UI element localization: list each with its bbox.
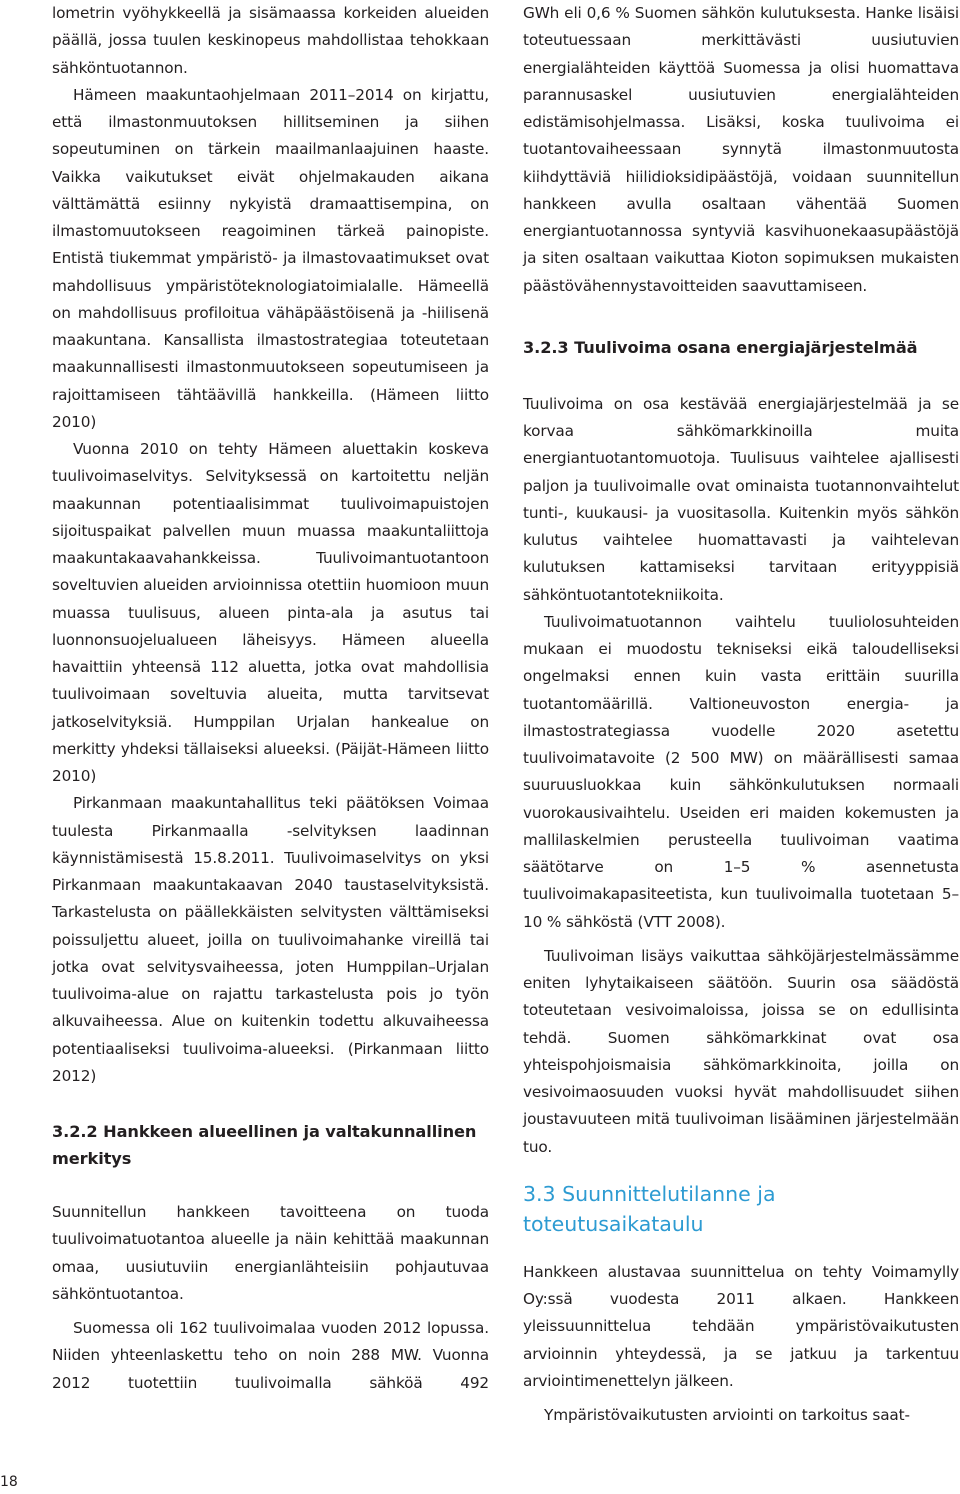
right-paragraph-3: Tuulivoimatuotannon vaihtelu tuuliolosuhteiden mukaan ei muodostu tekniseksi eikä taloudelliseksi ongelmaksi ennen kuin vasta erittäin suurilla tuotantomäärillä. Valtioneuvoston energia- ja ilmastostrategiassa vuodelle 2020 asetettu tuulivoimatavoite (2 500 MW) on määrällisesti samaa suuruusluokkaa kuin sähkönkulutuksen normaali vuorokausivaihtelu. Useiden eri maiden kokemusten ja mallilaskelmien perusteella tuulivoiman vaatima säätötarve on 1–5 % asennetusta tuulivoimakapasiteetista, kun tuulivoimalla tuotetaan 5–10 % sähköstä (VTT 2008). xyxy=(523,612,959,931)
right-paragraph-2: Tuulivoima on osa kestävää energiajärjestelmää ja se korvaa sähkömarkkinoilla muita energiantuotantomuotoja. Tuulisuus vaihtelee ajallisesti paljon ja tuulivoimalle ovat ominaista tuotannonvaihtelut tunti-, kuukausi- ja vuositasolla. Kuitenkin myös sähkön kulutus vaihtelee huomattavasti ja vaihtelevan kulutuksen kattamiseksi tarvitaan erityyppisiä sähköntuotantotekniikoita. xyxy=(523,394,959,604)
left-paragraph-2: Hämeen maakuntaohjelmaan 2011–2014 on kirjattu, että ilmastonmuutoksen hillitseminen ja siihen sopeutuminen on tärkein maailmanlaajuinen haaste. Vaikka vaikutukset eivät ohjelmakauden aikana välttämättä esiinny nykyistä dramaattisempina, on ilmastomuutokseen reagoiminen tärkeä painopiste. Entistä tiukemmat ympäristö- ja ilmastovaatimukset ovat mahdollisuus ympäristöteknologiatoimialalle. Hämeellä on mahdollisuus profiloitua vähäpäästöisenä ja -hiilisenä maakuntana. Kansallista ilmastostrategiaa toteutetaan maakunnallisesti ilmastonmuutokseen sopeutumiseen ja rajoittamiseen tähtäävillä hankkeilla. (Hämeen liitto 2010) xyxy=(52,85,489,431)
section-heading-3-2-2: 3.2.2 Hankkeen alueellinen ja valtakunnallinen merkitys xyxy=(52,1122,477,1168)
right-column xyxy=(523,0,959,1429)
left-paragraph-1: lometrin vyöhykkeellä ja sisämaassa korkeiden alueiden päällä, jossa tuulen keskinopeus mahdollistaa tehokkaan sähköntuotannon. xyxy=(52,4,489,77)
left-paragraph-3: Vuonna 2010 on tehty Hämeen aluettakin koskeva tuulivoimaselvitys. Selvityksessä on kartoitettu neljän maakunnan potentiaalisimmat tuulivoimapuistojen sijoituspaikat palvellen muun muassa maakuntaliittoja maakuntakaavahankkeissa. Tuulivoimantuotantoon soveltuvien alueiden arvioinnissa otettiin huomioon muun muassa tuulisuus, alueen pinta-ala ja asutus tai luonnonsuojelualueen läheisyys. Hämeen alueella havaittiin yhteensä 112 aluetta, jotka ovat mahdollisia tuulivoimaan soveltuvia alueita, mutta tarvitsevat jatkoselvityksiä. Humppilan Urjalan hankealue on merkitty yhdeksi tällaiseksi alueeksi. (Päijät-Hämeen liitto 2010) xyxy=(52,440,489,785)
section-heading-3-2-3: 3.2.3 Tuulivoima osana energiajärjestelmää xyxy=(523,337,918,357)
right-paragraph-4: Tuulivoiman lisäys vaikuttaa sähköjärjestelmässämme eniten lyhytaikaiseen säätöön. Suurin osa säädöstä toteutetaan vesivoimaloissa, joissa se on edullisinta tehdä. Suomen sähkömarkkinat ovat osa yhteispohjoismaisia sähkömarkkinoita, joilla on vesivoimaosuuden vuoksi hyvät mahdollisuudet siihen joustavuuteen mitä tuulivoiman lisääminen järjestelmään tuo. xyxy=(523,946,959,1156)
left-paragraph-6: Suomessa oli 162 tuulivoimalaa vuoden 2012 lopussa. Niiden yhteenlaskettu teho on noin 288 MW. Vuonna 2012 tuotettiin tuulivoimalla sähköä 492 xyxy=(52,1319,489,1392)
right-paragraph-6: Ympäristövaikutusten arviointi on tarkoitus saat- xyxy=(544,1406,910,1424)
left-paragraph-5: Suunnitellun hankkeen tavoitteena on tuoda tuulivoimatuotantoa alueelle ja näin kehittää maakunnan omaa, uusiutuviin energianlähteisiin pohjautuvaa sähköntuotantoa. xyxy=(52,1203,489,1303)
section-heading-3-3: 3.3 Suunnittelutilanne ja toteutusaikataulu xyxy=(523,1181,776,1236)
page-number: 18 xyxy=(0,1474,18,1490)
left-paragraph-4: Pirkanmaan maakuntahallitus teki päätöksen Voimaa tuulesta Pirkanmaalla -selvityksen laadinnan käynnistämisestä 15.8.2011. Tuulivoimaselvitys on yksi Pirkanmaan maakuntakaavan 2040 taustaselvityksistä. Tarkastelusta on päällekkäisten selvitysten välttämiseksi poissuljettu alueet, joilla on tuulivoimahanke vireillä tai jotka ovat selvitysvaiheessa, joten Humppilan–Urjalan tuulivoima-alue on rajattu tarkastelusta pois jo työn alkuvaiheessa. Alue on kuitenkin todettu alkuvaiheessa potentiaaliseksi tuulivoima-alueeksi. (Pirkanmaan liitto 2012) xyxy=(52,794,489,1085)
left-column xyxy=(52,0,489,1397)
right-paragraph-5: Hankkeen alustavaa suunnittelua on tehty Voimamylly Oy:ssä vuodesta 2011 alkaen. Hankkeen yleissuunnittelua tehdään ympäristövaikutusten arvioinnin yhteydessä, ja se jatkuu ja tarkentuu arviointimenettelyn jälkeen. xyxy=(523,1262,959,1390)
right-paragraph-1: GWh eli 0,6 % Suomen sähkön kulutuksesta. Hanke lisäisi toteutuessaan merkittävästi uusiutuvien energialähteiden käyttöä Suomessa ja olisi huomattava parannusaskel uusiutuvien energialähteiden edistämisohjelmassa. Lisäksi, koska tuulivoima ei tuotantovaiheessaan synnytä ilmastonmuutosta kiihdyttäviä hiilidioksidipäästöjä, voidaan suunnitellun hankkeen avulla osaltaan vähentää Suomen energiantuotannossa syntyviä kasvihuonekaasupäästöjä ja siten osaltaan vaikuttaa Kioton sopimuksen mukaisten päästövähennystavoitteiden saavuttamiseen. xyxy=(523,4,959,295)
